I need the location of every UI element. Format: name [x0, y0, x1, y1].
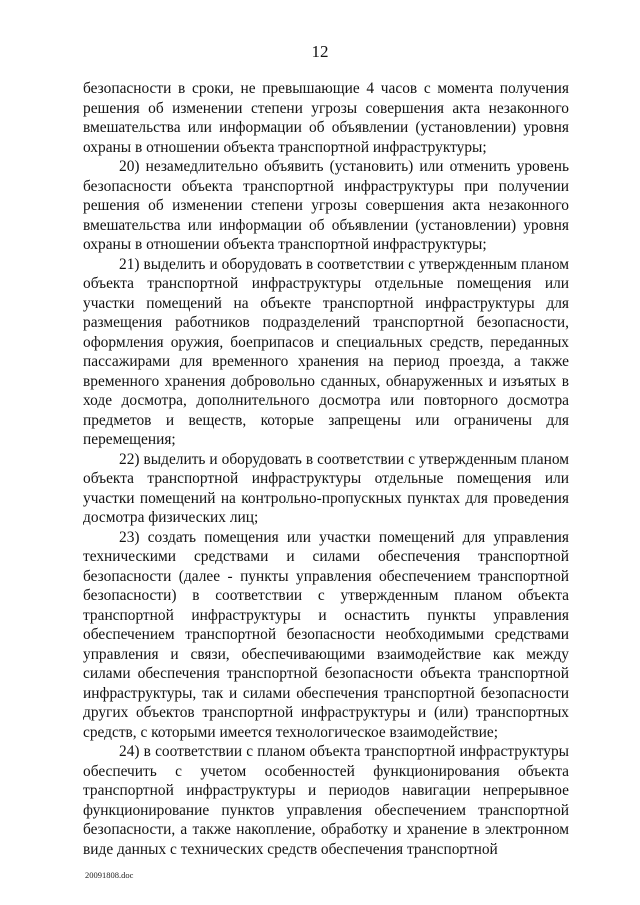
page-number: 12 — [311, 42, 329, 61]
paragraph-continuation: безопасности в сроки, не превышающие 4 часов с момента получения решения об изменении степени угрозы совершения акта незаконного вмешательства или информации об объявлении (установлении) уровня охраны в отношении объекта транспортной инфраструктуры; — [83, 80, 569, 156]
file-name-footer: 20091808.doc — [85, 870, 134, 880]
paragraph-item-24: 24) в соответствии с планом объекта транспортной инфраструктуры обеспечить с учетом особенностей функционирования объекта транспортной инфраструктуры и периодов навигации непрерывное функционирование пунктов управления обеспечением транспортной безопасности, а также накопление, обработку и хранение в электронном виде данных с технических средств обеспечения транспортной — [83, 743, 569, 858]
paragraph-item-21: 21) выделить и оборудовать в соответствии с утвержденным планом объекта транспортной инфраструктуры отдельные помещения или участки помещений на объекте транспортной инфраструктуры для размещения работников подразделений транспортной безопасности, оформления оружия, боеприпасов и специальных средств, переданных пассажирами для временного хранения на период проезда, а также временного хранения добровольно сданных, обнаруженных и изъятых в ходе досмотра, дополнительного досмотра или повторного досмотра предметов и веществ, которые запрещены или ограничены для перемещения; — [83, 255, 569, 448]
paragraph-item-20: 20) незамедлительно объявить (установить) или отменить уровень безопасности объекта транспортной инфраструктуры при получении решения об изменении степени угрозы совершения акта незаконного вмешательства или информации об объявлении (установлении) уровня охраны в отношении объекта транспортной инфраструктуры; — [83, 158, 569, 253]
document-body — [83, 79, 569, 859]
paragraph-item-22: 22) выделить и оборудовать в соответствии с утвержденным планом объекта транспортной инфраструктуры отдельные помещения или участки помещений на контрольно-пропускных пунктах для проведения досмотра физических лиц; — [83, 450, 569, 526]
paragraph-item-23: 23) создать помещения или участки помещений для управления техническими средствами и силами обеспечения транспортной безопасности (далее - пункты управления обеспечением транспортной безопасности) в соответствии с утвержденным планом объекта транспортной инфраструктуры и оснастить пункты управления обеспечением транспортной безопасности необходимыми средствами управления и связи, обеспечивающими взаимодействие как между силами обеспечения транспортной безопасности объекта транспортной инфраструктуры, так и силами обеспечения транспортной безопасности других объектов транспортной инфраструктуры и (или) транспортных средств, с которыми имеется технологическое взаимодействие; — [83, 528, 569, 741]
